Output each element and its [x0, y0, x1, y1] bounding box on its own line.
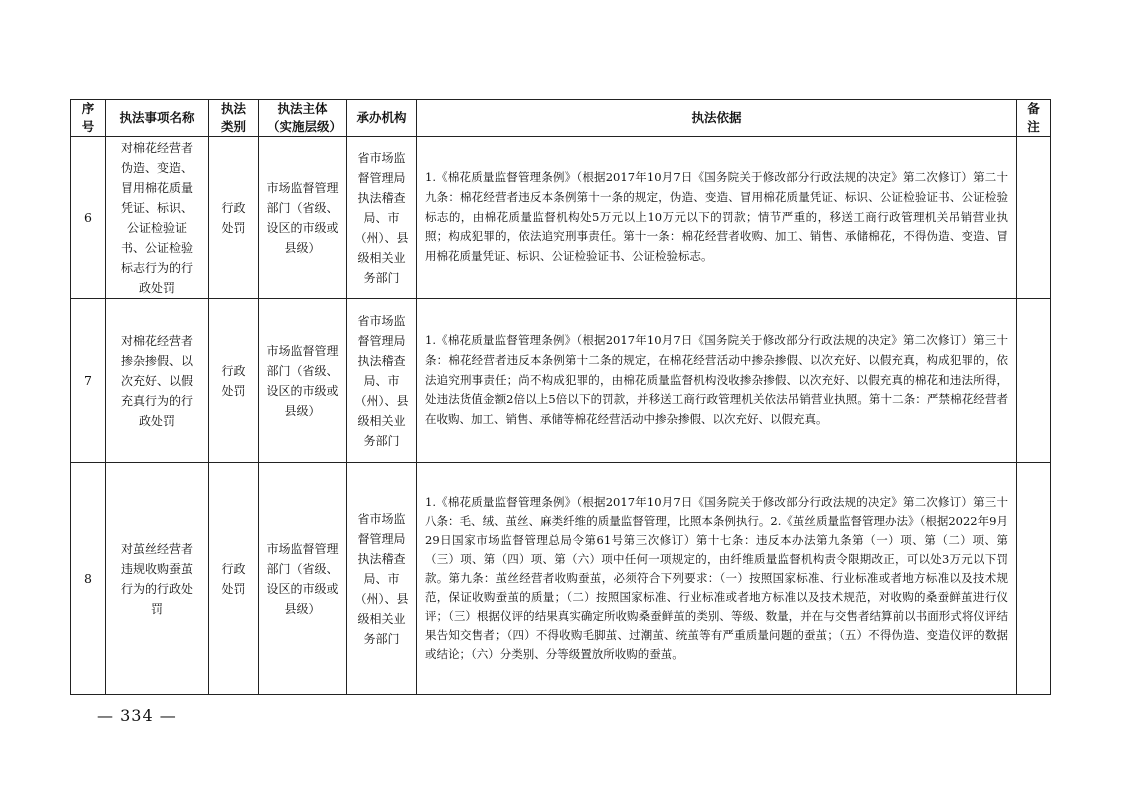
- table-row: [71, 463, 1051, 695]
- row-name: 对茧丝经营者违规收购蚕茧行为的行政处罚: [106, 463, 209, 695]
- header-seq: 序号: [71, 100, 106, 137]
- page-number: — 334 —: [97, 706, 177, 725]
- row-basis: 1.《棉花质量监督管理条例》（根据2017年10月7日《国务院关于修改部分行政法规的决定》第二次修订）第三十条：棉花经营者违反本条例第十二条的规定，在棉花经营活动中掺杂掺假、以次充好、以假充真，构成犯罪的，依法追究刑事责任；尚不构成犯罪的，由棉花质量监督机构没收掺杂掺假、以次充好、以假充真的棉花和违法所得，处违法货值金额2倍以上5倍以下的罚款，并移送工商行政管理机关依法吊销营业执照。第十二条：严禁棉花经营者在收购、加工、销售、承储等棉花经营活动中掺杂掺假、以次充好、以假充真。: [417, 299, 1017, 463]
- row-seq: 7: [71, 299, 106, 463]
- row-subject: 市场监督管理部门（省级、设区的市级或县级）: [259, 299, 347, 463]
- row-basis: 1.《棉花质量监督管理条例》（根据2017年10月7日《国务院关于修改部分行政法规的决定》第二次修订）第三十八条：毛、绒、茧丝、麻类纤维的质量监督管理，比照本条例执行。2.《茧丝质量监督管理办法》（根据2022年9月29日国家市场监督管理总局令第61号第三次修订）第十七条：违反本办法第九条第（一）项、第（二）项、第（三）项、第（四）项、第（六）项中任何一项规定的，由纤维质量监督机构责令限期改正，可以处3万元以下罚款。第九条：茧丝经营者收购蚕茧，必须符合下列要求：（一）按照国家标准、行业标准或者地方标准以及技术规范，保证收购蚕茧的质量；（二）按照国家标准、行业标准或者地方标准以及技术规范，对收购的桑蚕鲜茧进行仪评；（三）根据仪评的结果真实确定所收购桑蚕鲜茧的类别、等级、数量，并在与交售者结算前以书面形式将仪评结果告知交售者；（四）不得收购毛脚茧、过潮茧、统茧等有严重质量问题的蚕茧；（五）不得伪造、变造仪评的数据或结论；（六）分类别、分等级置放所收购的蚕茧。: [417, 463, 1017, 695]
- row-remark: [1017, 137, 1051, 299]
- row-category: 行政处罚: [209, 137, 259, 299]
- table-row: [71, 137, 1051, 299]
- header-agency: 承办机构: [347, 100, 417, 137]
- row-seq: 8: [71, 463, 106, 695]
- row-category: 行政处罚: [209, 463, 259, 695]
- header-name: 执法事项名称: [106, 100, 209, 137]
- row-name: 对棉花经营者伪造、变造、冒用棉花质量凭证、标识、公证检验证书、公证检验标志行为的行政处罚: [106, 137, 209, 299]
- row-agency: 省市场监督管理局执法稽查局、市（州）、县级相关业务部门: [347, 463, 417, 695]
- header-remark: 备注: [1017, 100, 1051, 137]
- row-seq: 6: [71, 137, 106, 299]
- header-basis: 执法依据: [417, 100, 1017, 137]
- row-subject: 市场监督管理部门（省级、设区的市级或县级）: [259, 463, 347, 695]
- row-subject: 市场监督管理部门（省级、设区的市级或县级）: [259, 137, 347, 299]
- row-name: 对棉花经营者掺杂掺假、以次充好、以假充真行为的行政处罚: [106, 299, 209, 463]
- header-row: [71, 100, 1051, 137]
- row-agency: 省市场监督管理局执法稽查局、市（州）、县级相关业务部门: [347, 299, 417, 463]
- header-category: 执法类别: [209, 100, 259, 137]
- row-remark: [1017, 299, 1051, 463]
- table-row: [71, 299, 1051, 463]
- row-remark: [1017, 463, 1051, 695]
- row-basis: 1.《棉花质量监督管理条例》（根据2017年10月7日《国务院关于修改部分行政法规的决定》第二次修订）第二十九条：棉花经营者违反本条例第十一条的规定，伪造、变造、冒用棉花质量凭证、标识、公证检验证书、公证检验标志的，由棉花质量监督机构处5万元以上10万元以下的罚款；情节严重的，移送工商行政管理机关吊销营业执照；构成犯罪的，依法追究刑事责任。第十一条：棉花经营者收购、加工、销售、承储棉花，不得伪造、变造、冒用棉花质量凭证、标识、公证检验证书、公证检验标志。: [417, 137, 1017, 299]
- enforcement-table: [70, 99, 1051, 695]
- header-subject: 执法主体（实施层级）: [259, 100, 347, 137]
- row-category: 行政处罚: [209, 299, 259, 463]
- row-agency: 省市场监督管理局执法稽查局、市（州）、县级相关业务部门: [347, 137, 417, 299]
